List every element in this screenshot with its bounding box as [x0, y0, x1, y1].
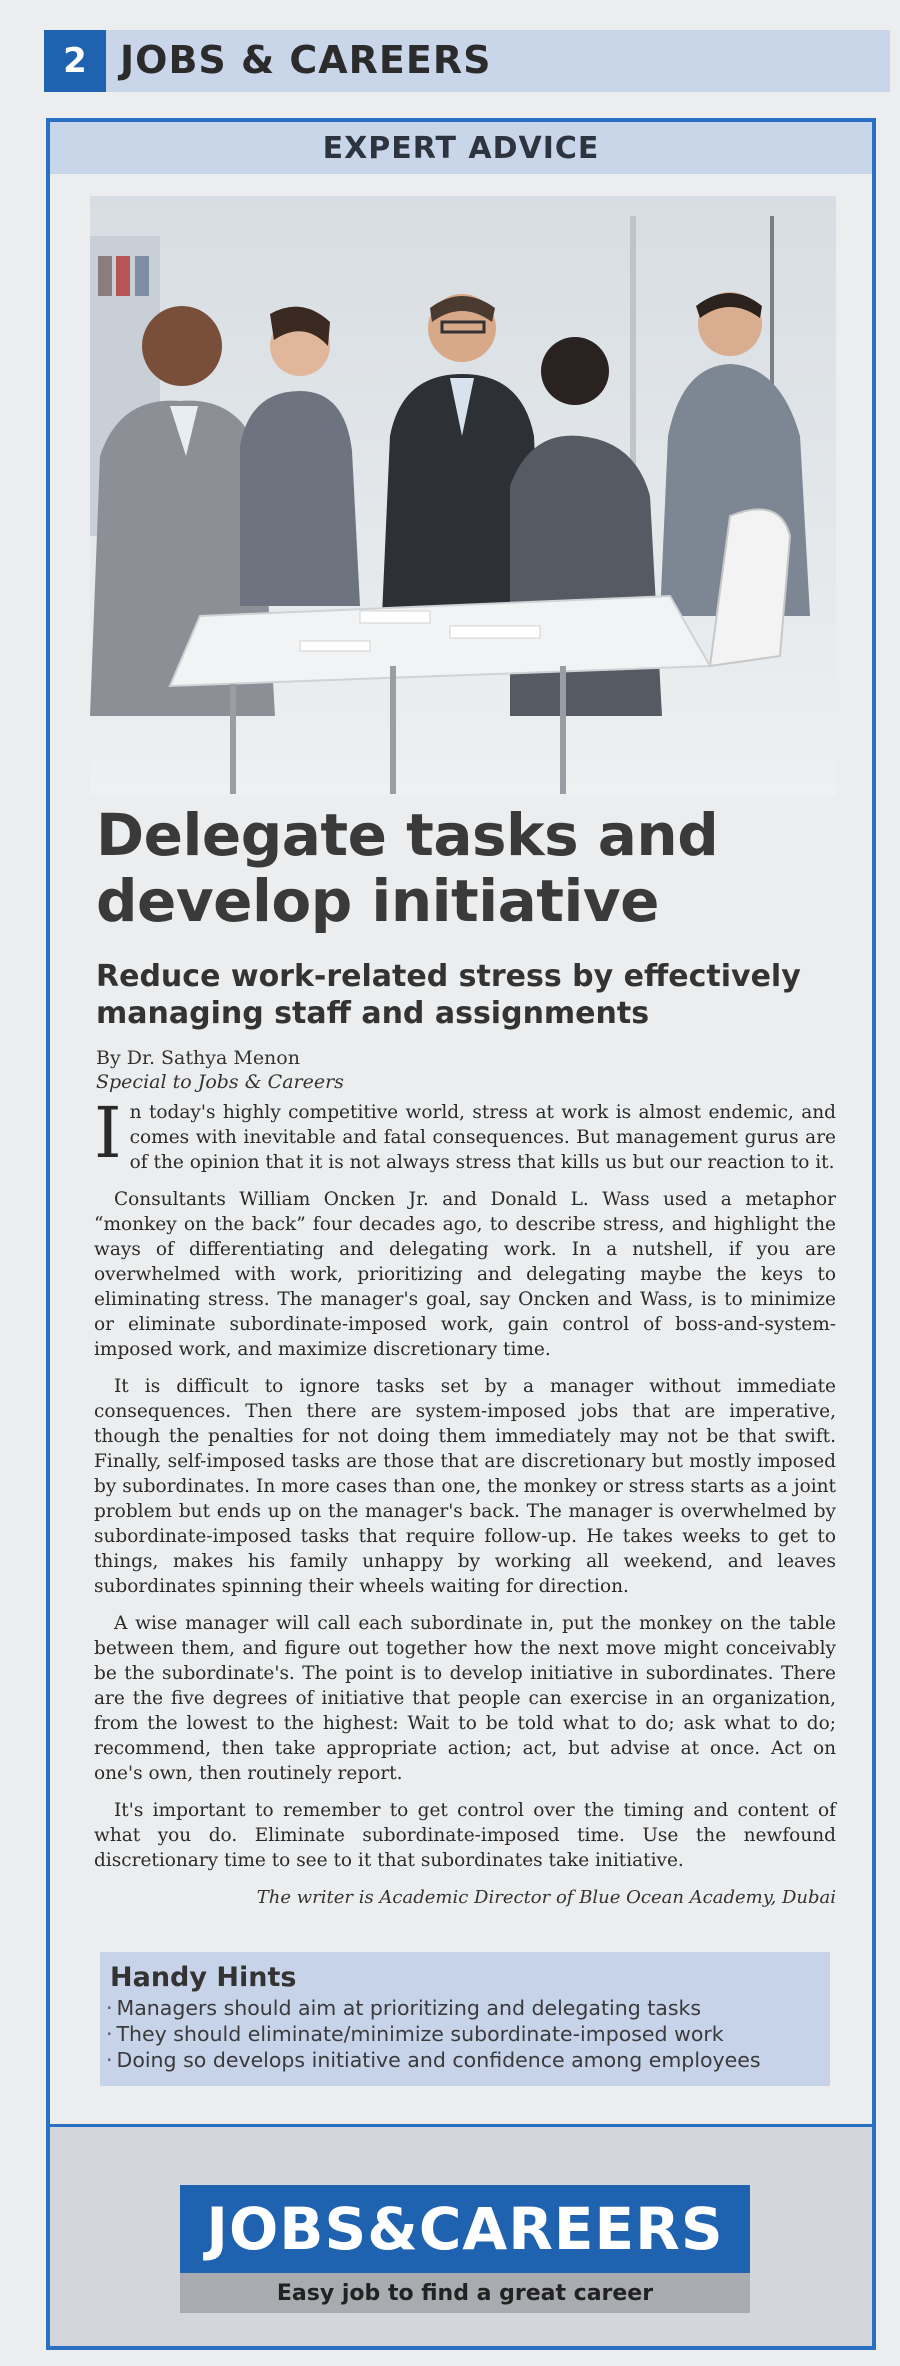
- bullet-icon: ·: [106, 2022, 113, 2046]
- column-label: EXPERT ADVICE: [50, 122, 872, 174]
- drop-cap: I: [94, 1092, 122, 1174]
- ad-logo: JOBS&CAREERS: [180, 2185, 750, 2273]
- jobs-careers-ad: [50, 2124, 872, 2346]
- section-header: [44, 30, 890, 92]
- author-affiliation: Special to Jobs & Careers: [96, 1071, 344, 1093]
- article-subheadline: Reduce work-related stress by effectively managing staff and assignments: [96, 959, 801, 1031]
- hints-title: Handy Hints: [110, 1962, 297, 1993]
- author-name: By Dr. Sathya Menon: [96, 1047, 300, 1069]
- article-body: [94, 1092, 836, 1910]
- hint-text: Doing so develops initiative and confidence among employees: [116, 2048, 761, 2072]
- hint-item: [106, 1995, 822, 2021]
- hint-item: [106, 2021, 822, 2047]
- hints-list: [106, 1995, 822, 2073]
- ad-tagline: Easy job to find a great career: [180, 2273, 750, 2313]
- paragraph-1-text: n today's highly competitive world, stress at work is almost endemic, and comes with inevitable and fatal consequences. But management gurus are of the opinion that it is not always stress that kills us but our reaction to it.: [129, 1102, 836, 1173]
- hint-text: Managers should aim at prioritizing and delegating tasks: [116, 1996, 702, 2020]
- section-title: JOBS & CAREERS: [120, 38, 492, 82]
- byline: [96, 1046, 796, 1094]
- page-number: 2: [44, 30, 106, 92]
- article-headline: Delegate tasks and develop initiative: [96, 801, 719, 935]
- paragraph-2: Consultants William Oncken Jr. and Donald L. Wass used a metaphor “monkey on the back” four decades ago, to describe stress, and highlight the ways of differentiating and delegating work. In a nutshell, if you are overwhelmed with work, prioritizing and delegating maybe the keys to eliminating stress. The manager's goal, say Oncken and Wass, is to minimize or eliminate subordinate-imposed work, gain control of boss-and-system-imposed work, and maximize discretionary time.: [94, 1189, 836, 1360]
- meeting-illustration: [90, 196, 836, 796]
- paragraph-4: A wise manager will call each subordinate in, put the monkey on the table between them, and figure out together how the next move might conceivably be the subordinate's. The point is to develop initiative in subordinates. There are the five degrees of initiative that people can exercise in an organization, from the lowest to the highest: Wait to be told what to do; ask what to do; recommend, then take appropriate action; act, but advise at once. Act on one's own, then routinely report.: [94, 1613, 836, 1784]
- paragraph-5: It's important to remember to get control over the timing and content of what you do. Eliminate subordinate-imposed time. Use the newfound discretionary time to see to it that subordinates take initiative.: [94, 1800, 836, 1871]
- paragraph-3: It is difficult to ignore tasks set by a manager without immediate consequences. Then there are system-imposed jobs that are imperative, though the penalties for not doing them immediately may not be that swift. Finally, self-imposed tasks are those that are discretionary but mostly imposed by subordinates. In more cases than one, the monkey or stress starts as a joint problem but ends up on the manager's back. The manager is overwhelmed by subordinate-imposed tasks that require follow-up. He takes weeks to get to things, makes his family unhappy by working all weekend, and leaves subordinates spinning their wheels waiting for direction.: [94, 1376, 836, 1597]
- hint-text: They should eliminate/minimize subordinate-imposed work: [116, 2022, 724, 2046]
- author-credit: The writer is Academic Director of Blue Ocean Academy, Dubai: [256, 1887, 836, 1908]
- bullet-icon: ·: [106, 1996, 113, 2020]
- meeting-photo: [90, 196, 836, 796]
- handy-hints-box: [100, 1952, 830, 2086]
- paragraph-1: [94, 1092, 836, 1175]
- hint-item: [106, 2047, 822, 2073]
- bullet-icon: ·: [106, 2048, 113, 2072]
- article-frame: [46, 118, 876, 2350]
